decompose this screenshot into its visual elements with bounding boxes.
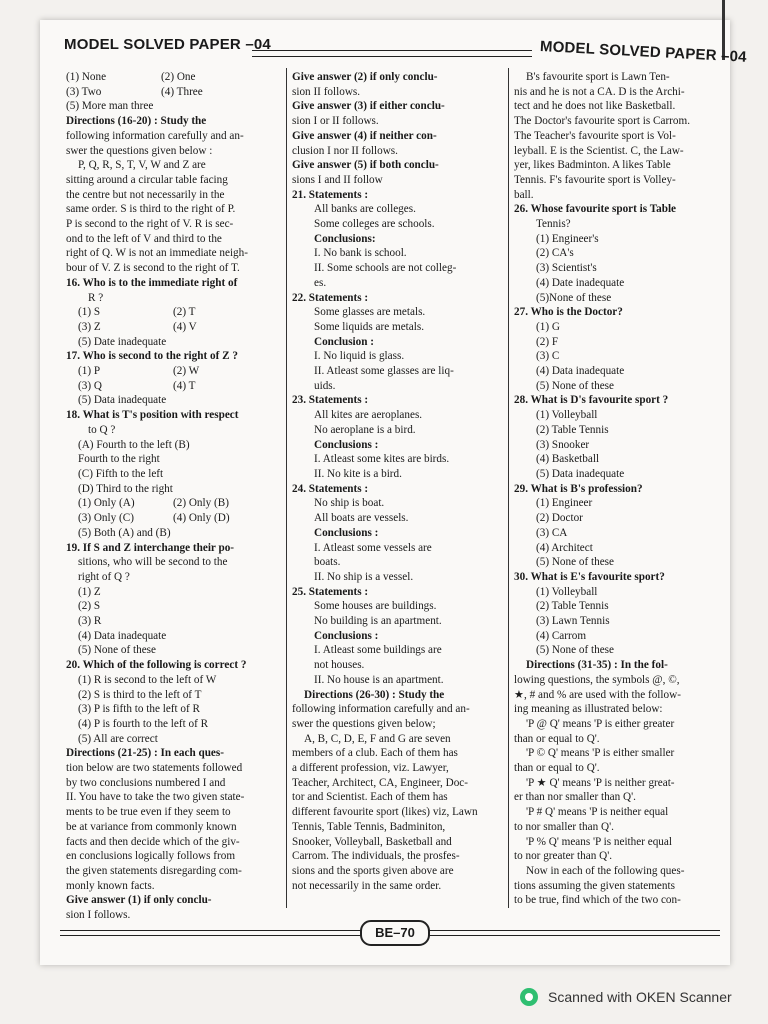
col2-line: sions and the sports given above are xyxy=(292,864,454,877)
col2-line: Teacher, Architect, CA, Engineer, Doc- xyxy=(292,776,468,789)
column-divider-2 xyxy=(508,68,509,908)
page-header-right: MODEL SOLVED PAPER –04 xyxy=(539,38,748,66)
col3-line: tions assuming the given statements xyxy=(514,879,675,892)
col1-line: right of Q ? xyxy=(78,570,130,583)
scanner-watermark xyxy=(520,988,732,1006)
col2-line: No ship is boat. xyxy=(314,497,385,510)
col1-line: (1) R is second to the left of W xyxy=(78,673,217,686)
col2-line: Carrom. The individuals, the prosfes- xyxy=(292,850,460,863)
col2-line: not houses. xyxy=(314,659,365,672)
col1-line xyxy=(66,305,282,320)
col1-line: (A) Fourth to the left (B) xyxy=(78,438,190,451)
col3-line: (2) F xyxy=(536,335,559,348)
col3-line: (1) Engineer's xyxy=(536,232,599,245)
option-cell: (2) Only (B) xyxy=(173,497,229,510)
col1-line: (5) Data inadequate xyxy=(78,394,167,407)
option-cell: (4) T xyxy=(173,379,196,392)
col3-line: 29. What is B's profession? xyxy=(514,482,643,495)
option-cell: (3) Q xyxy=(78,379,102,392)
col1-line: (5) Date inadequate xyxy=(78,335,167,348)
col1-line: (1) Z xyxy=(78,585,101,598)
col3-line: (1) Engineer xyxy=(536,497,593,510)
option-cell: (3) Two xyxy=(66,85,102,98)
col2-line: a different profession, viz. Lawyer, xyxy=(292,762,449,775)
col1-line: Give answer (1) if only conclu- xyxy=(66,894,212,907)
col1-line: (5) None of these xyxy=(78,644,156,657)
col3-line: 'P © Q' means 'P is either smaller xyxy=(526,747,675,760)
col2-line: clusion I nor II follows. xyxy=(292,144,398,157)
col1-line: tion below are two statements followed xyxy=(66,762,243,775)
col3-line: 26. Whose favourite sport is Table xyxy=(514,203,677,216)
col1-line xyxy=(66,511,282,526)
col1-line: following information carefully and an- xyxy=(66,129,244,142)
col1-line: the given statements disregarding com- xyxy=(66,864,242,877)
col3-line: (3) CA xyxy=(536,526,568,539)
col2-line: Conclusion : xyxy=(314,335,374,348)
column-divider-1 xyxy=(286,68,287,908)
option-cell: (4) V xyxy=(173,320,197,333)
col2-line: 23. Statements : xyxy=(292,394,369,407)
col2-line: following information carefully and an- xyxy=(292,703,470,716)
col2-line: 25. Statements : xyxy=(292,585,369,598)
page-number: BE–70 xyxy=(360,920,430,946)
option-cell: (2) W xyxy=(173,365,200,378)
col3-line: (4) Basketball xyxy=(536,453,600,466)
col1-line: by two conclusions numbered I and xyxy=(66,776,226,789)
scanner-logo-icon xyxy=(520,988,538,1006)
col3-line: to nor smaller than Q'. xyxy=(514,820,614,833)
col3-line: Directions (31-35) : In the fol- xyxy=(526,659,668,672)
col3-line: 27. Who is the Doctor? xyxy=(514,306,623,319)
scanner-label: Scanned with OKEN Scanner xyxy=(548,989,732,1005)
col1-line: sitions, who will be second to the xyxy=(78,556,228,569)
option-cell: (2) One xyxy=(161,71,196,83)
col3-line: leyball. E is the Scientist. C, the Law- xyxy=(514,144,684,157)
col3-line: (5) Data inadequate xyxy=(536,467,625,480)
col3-line: (4) Carrom xyxy=(536,629,587,642)
col1-line: (4) Data inadequate xyxy=(78,629,167,642)
col1-line: (C) Fifth to the left xyxy=(78,467,164,480)
col1-line: ments to be true even if they seem to xyxy=(66,806,231,819)
col2-line: swer the questions given below; xyxy=(292,717,436,730)
col3-line: The Doctor's favourite sport is Carrom. xyxy=(514,115,691,128)
col1-line: sion I follows. xyxy=(66,909,131,922)
option-cell: (1) S xyxy=(78,306,101,319)
col2-line: All boats are vessels. xyxy=(314,512,409,525)
col1-line: (4) P is fourth to the left of R xyxy=(78,717,209,730)
col3-line: (5) None of these xyxy=(536,644,614,657)
col2-line: sion I or II follows. xyxy=(292,115,379,128)
col2-line: Give answer (3) if either conclu- xyxy=(292,100,445,113)
col3-line: 'P ★ Q' means 'P is neither great- xyxy=(526,776,675,789)
col1-line: 18. What is T's position with respect xyxy=(66,409,239,422)
col3-line: (4) Data inadequate xyxy=(536,365,625,378)
col1-line: II. You have to take the two given state- xyxy=(66,791,245,804)
col1-line: ond to the left of V and third to the xyxy=(66,232,222,245)
col2-line: Conclusions: xyxy=(314,232,376,245)
col2-line: All kites are aeroplanes. xyxy=(314,409,423,422)
col2-line: A, B, C, D, E, F and G are seven xyxy=(304,732,451,745)
option-cell: (2) T xyxy=(173,306,196,319)
col3-line: 'P % Q' means 'P is neither equal xyxy=(526,835,672,848)
col2-line: 24. Statements : xyxy=(292,482,369,495)
col2-line: II. Atleast some glasses are liq- xyxy=(314,365,454,378)
col3-line: than or equal to Q'. xyxy=(514,732,600,745)
col3-line: Now in each of the following ques- xyxy=(526,864,685,877)
col3-line: (3) Scientist's xyxy=(536,262,597,275)
col1-line: Fourth to the right xyxy=(78,453,160,466)
col1-line xyxy=(66,379,282,394)
col1-line: swer the questions given below : xyxy=(66,144,213,157)
col3-line: er than nor smaller than Q'. xyxy=(514,791,636,804)
col1-line: (3) P is fifth to the left of R xyxy=(78,703,201,716)
col1-line: (5) Both (A) and (B) xyxy=(78,526,171,539)
col2-line: different favourite sport (likes) viz, Lawn xyxy=(292,806,478,819)
col1-line: to Q ? xyxy=(88,423,116,436)
col3-line: yer, likes Badminton. A likes Table xyxy=(514,159,671,172)
col2-line: I. Atleast some kites are birds. xyxy=(314,453,450,466)
col1-line: (5) More man three xyxy=(66,100,154,113)
col1-line xyxy=(66,85,282,100)
col3-line: to be true, find which of the two con- xyxy=(514,894,681,907)
col2-line: Some colleges are schools. xyxy=(314,218,435,231)
col3-line: B's favourite sport is Lawn Ten- xyxy=(526,71,670,83)
col1-line: 17. Who is second to the right of Z ? xyxy=(66,350,238,363)
col3-line: ★, # and % are used with the follow- xyxy=(514,688,681,701)
page-header-left: MODEL SOLVED PAPER –04 xyxy=(64,36,271,53)
col2-line: sions I and II follow xyxy=(292,173,383,186)
col2-line: Some liquids are metals. xyxy=(314,320,424,333)
col3-line: (2) Doctor xyxy=(536,512,583,525)
col3-line: (2) Table Tennis xyxy=(536,423,609,436)
col2-line: Conclusions : xyxy=(314,438,379,451)
col1-line: 20. Which of the following is correct ? xyxy=(66,659,247,672)
col1-line: (2) S xyxy=(78,600,101,613)
col1-line: (2) S is third to the left of T xyxy=(78,688,202,701)
col1-line: facts and then decide which of the giv- xyxy=(66,835,240,848)
col1-line: monly known facts. xyxy=(66,879,155,892)
col1-line: P is second to the right of V. R is sec- xyxy=(66,218,234,231)
col2-line: II. No ship is a vessel. xyxy=(314,570,414,583)
col2-line: Some glasses are metals. xyxy=(314,306,426,319)
col1-line: Directions (16-20) : Study the xyxy=(66,115,207,128)
col2-line: tor and Scientist. Each of them has xyxy=(292,791,448,804)
option-cell: (3) Z xyxy=(78,320,101,333)
col2-line: No building is an apartment. xyxy=(314,615,442,628)
col2-line: I. No bank is school. xyxy=(314,247,407,260)
col1-line xyxy=(66,496,282,511)
col1-line: en conclusions logically follows from xyxy=(66,850,236,863)
col1-line: 16. Who is to the immediate right of xyxy=(66,276,238,289)
col2-line: 21. Statements : xyxy=(292,188,369,201)
col3-line: 'P @ Q' means 'P is either greater xyxy=(526,717,675,730)
col3-line: Tennis. F's favourite sport is Volley- xyxy=(514,173,676,186)
col1-line: sitting around a circular table facing xyxy=(66,173,228,186)
col2-line: 22. Statements : xyxy=(292,291,369,304)
col3-line: to nor greater than Q'. xyxy=(514,850,613,863)
col2-line: members of a club. Each of them has xyxy=(292,747,458,760)
col2-line: Conclusions : xyxy=(314,629,379,642)
col2-line: not necessarily in the same order. xyxy=(292,879,442,892)
col1-line: the centre but not necessarily in the xyxy=(66,188,225,201)
col2-line: II. No kite is a bird. xyxy=(314,467,402,480)
col3-line: nis and he is not a CA. D is the Archi- xyxy=(514,85,685,98)
col3-line: 28. What is D's favourite sport ? xyxy=(514,394,669,407)
col1-line: right of Q. W is not an immediate neigh- xyxy=(66,247,248,260)
col2-line: I. Atleast some buildings are xyxy=(314,644,442,657)
col1-line: be at variance from commonly known xyxy=(66,820,237,833)
option-cell: (4) Only (D) xyxy=(173,512,230,525)
col1-line: (5) All are correct xyxy=(78,732,158,745)
col2-line: sion II follows. xyxy=(292,85,361,98)
option-cell: (1) Only (A) xyxy=(78,497,135,510)
col2-line: uids. xyxy=(314,379,336,392)
col3-line: (3) Snooker xyxy=(536,438,590,451)
col2-line: es. xyxy=(314,276,327,289)
col2-line: All banks are colleges. xyxy=(314,203,416,216)
col3-line: The Teacher's favourite sport is Vol- xyxy=(514,129,676,142)
col3-line: lowing questions, the symbols @, ©, xyxy=(514,673,680,686)
header-rule xyxy=(252,50,532,57)
col2-line: Give answer (5) if both conclu- xyxy=(292,159,439,172)
col1-line: P, Q, R, S, T, V, W and Z are xyxy=(78,159,206,172)
col2-line: I. No liquid is glass. xyxy=(314,350,405,363)
col3-line: than or equal to Q'. xyxy=(514,762,600,775)
col3-line: (4) Architect xyxy=(536,541,593,554)
col1-line: (3) R xyxy=(78,615,102,628)
col1-line: Directions (21-25) : In each ques- xyxy=(66,747,224,760)
col2-line: II. No house is an apartment. xyxy=(314,673,444,686)
col3-line: 'P # Q' means 'P is neither equal xyxy=(526,806,669,819)
col3-line: (2) Table Tennis xyxy=(536,600,609,613)
col3-line: (2) CA's xyxy=(536,247,574,260)
option-cell: (1) P xyxy=(78,365,101,378)
col1-line: R ? xyxy=(88,291,104,304)
option-cell: (3) Only (C) xyxy=(78,512,134,525)
col1-line: same order. S is third to the right of P. xyxy=(66,203,236,216)
text-column-2 xyxy=(292,70,500,893)
col3-line: (5)None of these xyxy=(536,291,612,304)
col3-line: (1) Volleyball xyxy=(536,585,598,598)
text-column-3 xyxy=(514,70,724,908)
col3-line: ing meaning as illustrated below: xyxy=(514,703,663,716)
col3-line: (3) C xyxy=(536,350,560,363)
col3-line: 30. What is E's favourite sport? xyxy=(514,570,665,583)
col1-line: (D) Third to the right xyxy=(78,482,173,495)
col2-line: Some houses are buildings. xyxy=(314,600,437,613)
col2-line: II. Some schools are not colleg- xyxy=(314,262,457,275)
col2-line: Give answer (2) if only conclu- xyxy=(292,71,438,83)
col3-line: (1) Volleyball xyxy=(536,409,598,422)
col2-line: Directions (26-30) : Study the xyxy=(304,688,445,701)
col1-line: bour of V. Z is second to the right of T. xyxy=(66,262,240,275)
col3-line: (5) None of these xyxy=(536,556,614,569)
col3-line: (1) G xyxy=(536,320,560,333)
option-cell: (4) Three xyxy=(161,85,203,98)
option-cell: (1) None xyxy=(66,71,107,83)
col3-line: (5) None of these xyxy=(536,379,614,392)
col2-line: Conclusions : xyxy=(314,526,379,539)
col1-line xyxy=(66,320,282,335)
col2-line: Tennis, Table Tennis, Badminiton, xyxy=(292,820,446,833)
col3-line: ball. xyxy=(514,188,534,201)
col3-line: (3) Lawn Tennis xyxy=(536,615,610,628)
col3-line: (4) Date inadequate xyxy=(536,276,625,289)
col1-line: 19. If S and Z interchange their po- xyxy=(66,541,235,554)
col1-line xyxy=(66,364,282,379)
col3-line: tect and he does not like Basketball. xyxy=(514,100,676,113)
col2-line: Snooker, Volleyball, Basketball and xyxy=(292,835,452,848)
col2-line: boats. xyxy=(314,556,341,569)
col3-line: Tennis? xyxy=(536,218,571,231)
col2-line: No aeroplane is a bird. xyxy=(314,423,416,436)
col1-line xyxy=(66,70,282,85)
text-column-1 xyxy=(66,70,282,923)
col2-line: Give answer (4) if neither con- xyxy=(292,129,437,142)
col2-line: I. Atleast some vessels are xyxy=(314,541,432,554)
